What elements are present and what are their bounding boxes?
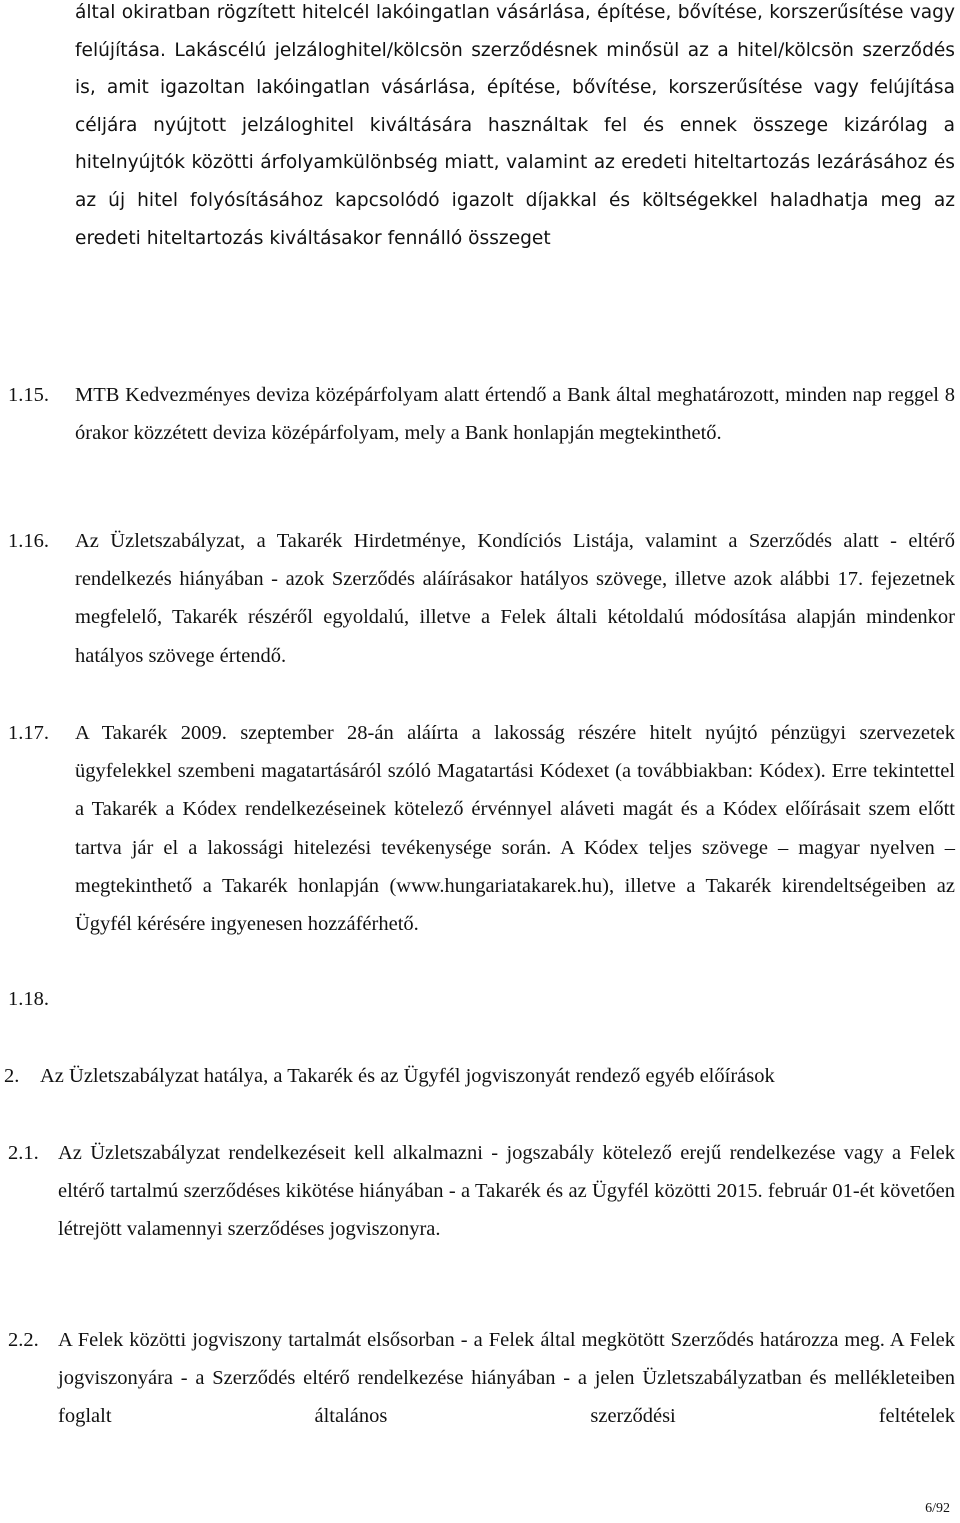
clause-number: 2.2. <box>8 1329 39 1351</box>
page-number: 6/92 <box>925 1501 950 1516</box>
clause-text: MTB Kedvezményes deviza középárfolyam alatt értendő a Bank által meghatározott, minden nap reggel 8 órakor közzétett deviza középárfolyam, mely a Bank honlapján megtekinthető. <box>75 384 955 445</box>
clause-number: 1.16. <box>8 530 49 552</box>
section-number: 2. <box>4 1065 20 1087</box>
intro-paragraph: által okiratban rögzített hitelcél lakóingatlan vásárlása, építése, bővítése, korszerűsítése vagy felújítása. Lakáscélú jelzáloghitel/kölcsön szerződésnek minősül az a hitel/kölcsön szerződés is, amit igazoltan lakóingatlan vásárlása, építése, bővítése, korszerűsítése vagy felújítása céljára nyújtott jelzáloghitel kiváltására használtak fel és ennek összege kizárólag a hitelnyújtók közötti árfolyamkülönbség miatt, valamint az eredeti hiteltartozás lezárásához és az új hitel folyósításához kapcsolódó igazolt díjakkal és költségekkel haladhatja meg az eredeti hiteltartozás kiváltásakor fennálló összeget <box>75 2 955 249</box>
clause-text: A Takarék 2009. szeptember 28-án aláírta a lakosság részére hitelt nyújtó pénzügyi szervezetek ügyfelekkel szembeni magatartásáról szóló Magatartási Kódexet (a továbbiakban: Kódex). Erre tekintettel a Takarék a Kódex rendelkezéseinek kötelező érvénnyel aláveti magát és a Kódex előírásait szem előtt tartva jár el a lakossági hitelezési tevékenysége során. A Kódex teljes szövege – magyar nyelven – megtekinthető a Takarék honlapján (www.hungariatakarek.hu), illetve a Takarék kirendeltségeiben az Ügyfél kérésére ingyenesen hozzáférhető. <box>75 722 955 936</box>
clause-number: 1.17. <box>8 722 49 744</box>
clause-text: A Felek közötti jogviszony tartalmát elsősorban - a Felek által megkötött Szerződés határozza meg. A Felek jogviszonyára - a Szerződés eltérő rendelkezése hiányában - a jelen Üzletszabályzatban és mellékleteiben foglalt általános szerződési feltételek <box>58 1329 955 1428</box>
clause-text: Az Üzletszabályzat, a Takarék Hirdetménye, Kondíciós Listája, valamint a Szerződés alatt - eltérő rendelkezés hiányában - azok Szerződés aláírásakor hatályos szövege, illetve azok alábbi 17. fejezetnek megfelelő, Takarék részéről egyoldalú, illetve a Felek általi kétoldalú módosítása alapján mindenkor hatályos szövege értendő. <box>75 530 955 667</box>
clause-number: 1.15. <box>8 384 49 406</box>
section-title: Az Üzletszabályzat hatálya, a Takarék és az Ügyfél jogviszonyát rendező egyéb előírások <box>40 1065 775 1087</box>
clause-text: Az Üzletszabályzat rendelkezéseit kell alkalmazni - jogszabály kötelező erejű rendelkezése vagy a Felek eltérő tartalmú szerződéses kikötése hiányában - a Takarék és az Ügyfél közötti 2015. február 01-ét követően létrejött valamennyi szerződéses jogviszonyra. <box>58 1142 955 1241</box>
section-heading <box>4 1057 956 1095</box>
clause-number: 1.18. <box>8 988 49 1010</box>
clause-number: 2.1. <box>8 1142 39 1164</box>
